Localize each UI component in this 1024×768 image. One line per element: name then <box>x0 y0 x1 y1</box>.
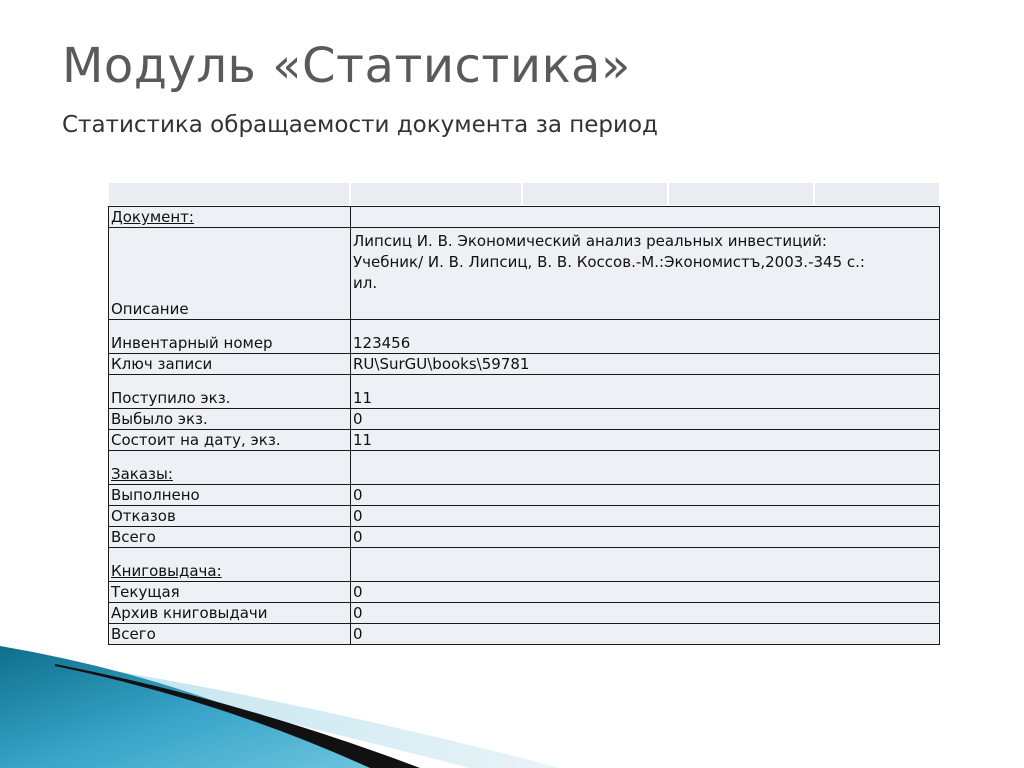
description-line: ил. <box>353 274 378 292</box>
description-line: Учебник/ И. В. Липсиц, В. В. Коссов.-М.:Экономистъ,2003.-345 с.: <box>353 253 865 271</box>
orders-total-label: Всего <box>109 527 351 548</box>
description-label: Описание <box>109 228 351 320</box>
loans-total-label: Всего <box>109 624 351 645</box>
current-count-label: Состоит на дату, экз. <box>109 430 351 451</box>
received-label: Поступило экз. <box>109 375 351 409</box>
orders-completed-value: 0 <box>351 485 940 506</box>
description-line: Липсиц И. В. Экономический анализ реальных инвестиций: <box>353 232 827 250</box>
loans-archive-label: Архив книговыдачи <box>109 603 351 624</box>
record-key-label: Ключ записи <box>109 354 351 375</box>
withdrawn-value: 0 <box>351 409 940 430</box>
orders-total-value: 0 <box>351 527 940 548</box>
orders-refused-value: 0 <box>351 506 940 527</box>
loans-section-label: Книговыдача: <box>109 548 351 582</box>
loans-total-value: 0 <box>351 624 940 645</box>
loans-current-value: 0 <box>351 582 940 603</box>
slide-title: Модуль «Статистика» <box>62 38 631 94</box>
current-count-value: 11 <box>351 430 940 451</box>
inventory-value: 123456 <box>351 320 940 354</box>
received-value: 11 <box>351 375 940 409</box>
loans-archive-value: 0 <box>351 603 940 624</box>
orders-section-label: Заказы: <box>109 451 351 485</box>
orders-refused-label: Отказов <box>109 506 351 527</box>
withdrawn-label: Выбыло экз. <box>109 409 351 430</box>
orders-completed-label: Выполнено <box>109 485 351 506</box>
inventory-label: Инвентарный номер <box>109 320 351 354</box>
slide-subtitle: Статистика обращаемости документа за период <box>62 112 658 138</box>
record-key-value: RU\SurGU\books\59781 <box>351 354 940 375</box>
loans-current-label: Текущая <box>109 582 351 603</box>
document-label: Документ: <box>109 207 351 228</box>
